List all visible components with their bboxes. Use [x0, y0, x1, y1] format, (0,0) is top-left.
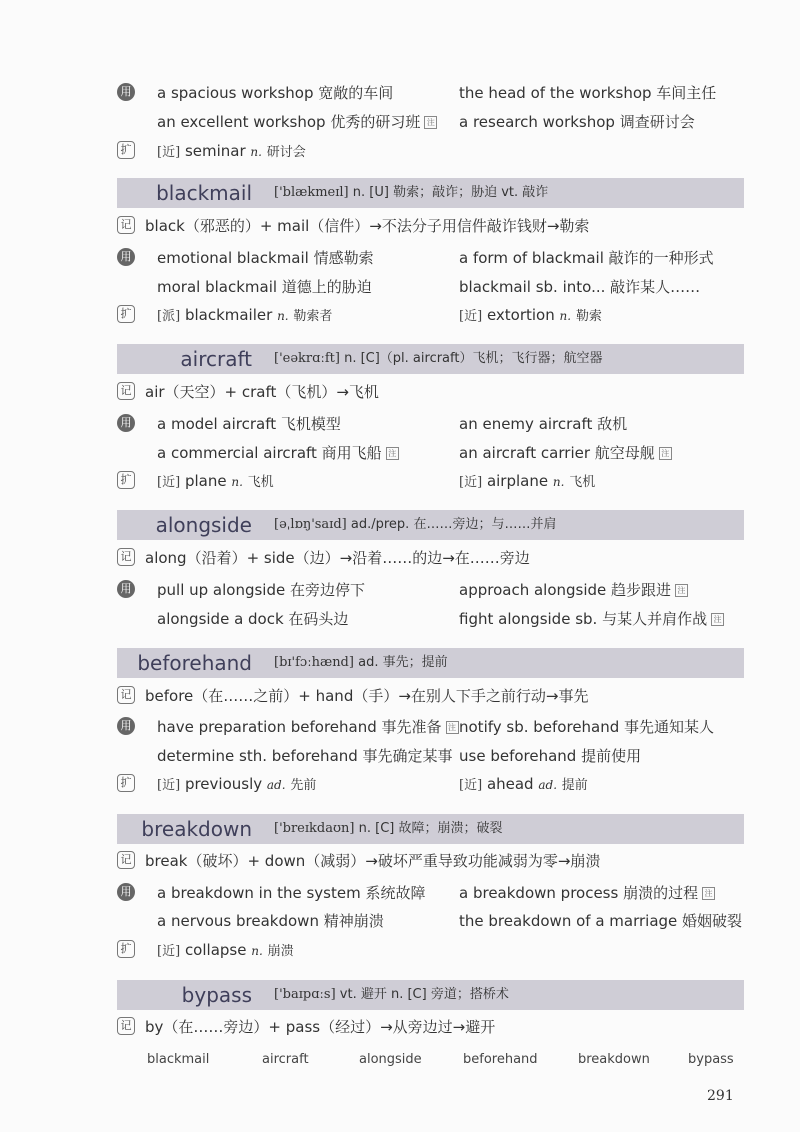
use-row: [117, 744, 744, 768]
use-icon: 用: [117, 717, 135, 735]
use-item: emotional blackmail 情感勒索: [157, 249, 374, 267]
use-row: [117, 607, 744, 631]
extend-icon: 扩: [117, 940, 135, 958]
memory-icon: 记: [117, 851, 135, 869]
extend-item: [近] collapse n. 崩溃: [157, 941, 294, 959]
page-number: 291: [707, 1088, 734, 1104]
memory-icon: 记: [117, 1017, 135, 1035]
memory-row: [117, 546, 744, 570]
definition: [bɪ'fɔːhænd] ad. 事先；提前: [274, 655, 448, 670]
memory-row: [117, 684, 744, 708]
use-icon: 用: [117, 83, 135, 101]
definition: ['eəkrɑːft] n. [C]（pl. aircraft）飞机；飞行器；航空器: [274, 351, 603, 366]
extend-item: [近] ahead ad. 提前: [459, 775, 588, 793]
headword: blackmail: [156, 181, 252, 205]
headword: breakdown: [141, 817, 252, 841]
memory-tip: break（破坏）+ down（减弱）→破坏严重导致功能减弱为零→崩溃: [145, 852, 601, 870]
extend-icon: 扩: [117, 774, 135, 792]
use-item: fight alongside sb. 与某人并肩作战 注: [459, 607, 724, 631]
note-mark-icon: 注: [702, 887, 715, 900]
use-row: [117, 909, 744, 933]
memory-tip: by（在……旁边）+ pass（经过）→从旁边过→避开: [145, 1018, 496, 1036]
extend-item: [近] airplane n. 飞机: [459, 472, 596, 490]
use-row: [117, 441, 744, 465]
use-item: have preparation beforehand 事先准备 注: [157, 715, 459, 739]
note-mark-icon: 注: [711, 613, 724, 626]
use-icon: 用: [117, 580, 135, 598]
headword-band: [117, 814, 744, 844]
use-item: an aircraft carrier 航空母舰 注: [459, 441, 672, 465]
use-item: determine sth. beforehand 事先确定某事: [157, 747, 453, 765]
headword-band: [117, 648, 744, 678]
extend-row: [117, 469, 744, 493]
note-mark-icon: 注: [675, 584, 688, 597]
footer-word: breakdown: [578, 1052, 650, 1067]
use-row: [117, 881, 744, 905]
memory-tip: air（天空）+ craft（飞机）→飞机: [145, 383, 379, 401]
use-row: [117, 715, 744, 739]
use-item: a breakdown process 崩溃的过程 注: [459, 881, 715, 905]
headword-band: [117, 510, 744, 540]
use-icon: 用: [117, 883, 135, 901]
use-item: a research workshop 调查研讨会: [459, 113, 695, 131]
use-item: the head of the workshop 车间主任: [459, 84, 717, 102]
definition: ['breɪkdaʊn] n. [C] 故障；崩溃；破裂: [274, 821, 503, 836]
use-item: pull up alongside 在旁边停下: [157, 581, 365, 599]
note-mark-icon: 注: [424, 116, 437, 129]
extend-item: [近] previously ad. 先前: [157, 775, 317, 793]
definition: ['blækmeɪl] n. [U] 勒索；敲诈；胁迫 vt. 敲诈: [274, 185, 549, 200]
use-item: use beforehand 提前使用: [459, 747, 642, 765]
use-icon: 用: [117, 414, 135, 432]
note-mark-icon: 注: [446, 721, 459, 734]
extend-row: [117, 938, 744, 962]
extend-row: [117, 139, 744, 163]
use-item: a nervous breakdown 精神崩溃: [157, 912, 384, 930]
use-item: a form of blackmail 敲诈的一种形式: [459, 249, 714, 267]
definition: [əˌlɒŋ'saɪd] ad./prep. 在……旁边；与……并肩: [274, 517, 557, 532]
headword-band: [117, 178, 744, 208]
memory-icon: 记: [117, 548, 135, 566]
use-item: a spacious workshop 宽敞的车间: [157, 84, 394, 102]
headword: aircraft: [180, 347, 252, 371]
use-item: moral blackmail 道德上的胁迫: [157, 278, 372, 296]
headword: alongside: [155, 513, 252, 537]
footer-word: blackmail: [147, 1052, 210, 1067]
extend-row: [117, 303, 744, 327]
note-mark-icon: 注: [659, 447, 672, 460]
footer-word: aircraft: [262, 1052, 309, 1067]
headword: beforehand: [137, 651, 252, 675]
extend-icon: 扩: [117, 471, 135, 489]
use-row: [117, 412, 744, 436]
headword-band: [117, 980, 744, 1010]
extend-row: [117, 772, 744, 796]
use-row: [117, 246, 744, 270]
memory-icon: 记: [117, 216, 135, 234]
use-row: [117, 275, 744, 299]
use-item: a breakdown in the system 系统故障: [157, 884, 426, 902]
extend-icon: 扩: [117, 305, 135, 323]
use-item: notify sb. beforehand 事先通知某人: [459, 718, 715, 736]
extend-item: [近] extortion n. 勒索: [459, 306, 602, 324]
use-row: [117, 578, 744, 602]
use-item: an excellent workshop 优秀的研习班 注: [157, 110, 437, 134]
memory-row: [117, 214, 744, 238]
use-icon: 用: [117, 248, 135, 266]
footer-word: bypass: [688, 1052, 734, 1067]
headword: bypass: [181, 983, 252, 1007]
use-item: an enemy aircraft 敌机: [459, 415, 628, 433]
use-item: the breakdown of a marriage 婚姻破裂: [459, 912, 743, 930]
headword-band: [117, 344, 744, 374]
footer-word: beforehand: [463, 1052, 538, 1067]
memory-tip: before（在……之前）+ hand（手）→在别人下手之前行动→事先: [145, 687, 589, 705]
memory-tip: along（沿着）+ side（边）→沿着……的边→在……旁边: [145, 549, 530, 567]
footer-word: alongside: [359, 1052, 422, 1067]
definition: ['baɪpɑːs] vt. 避开 n. [C] 旁道；搭桥术: [274, 987, 509, 1002]
use-row: [117, 110, 744, 134]
memory-row: [117, 849, 744, 873]
extend-item: [近] plane n. 飞机: [157, 472, 274, 490]
memory-icon: 记: [117, 382, 135, 400]
note-mark-icon: 注: [386, 447, 399, 460]
extend-item: [近] seminar n. 研讨会: [157, 142, 306, 160]
memory-icon: 记: [117, 686, 135, 704]
extend-icon: 扩: [117, 141, 135, 159]
use-item: approach alongside 趋步跟进 注: [459, 578, 688, 602]
use-item: alongside a dock 在码头边: [157, 610, 349, 628]
use-row: [117, 81, 744, 105]
use-item: blackmail sb. into... 敲诈某人……: [459, 278, 701, 296]
memory-row: [117, 1015, 744, 1039]
memory-row: [117, 380, 744, 404]
extend-item: [派] blackmailer n. 勒索者: [157, 306, 333, 324]
use-item: a commercial aircraft 商用飞船 注: [157, 441, 399, 465]
memory-tip: black（邪恶的）+ mail（信件）→不法分子用信件敲诈钱财→勒索: [145, 217, 590, 235]
use-item: a model aircraft 飞机模型: [157, 415, 341, 433]
